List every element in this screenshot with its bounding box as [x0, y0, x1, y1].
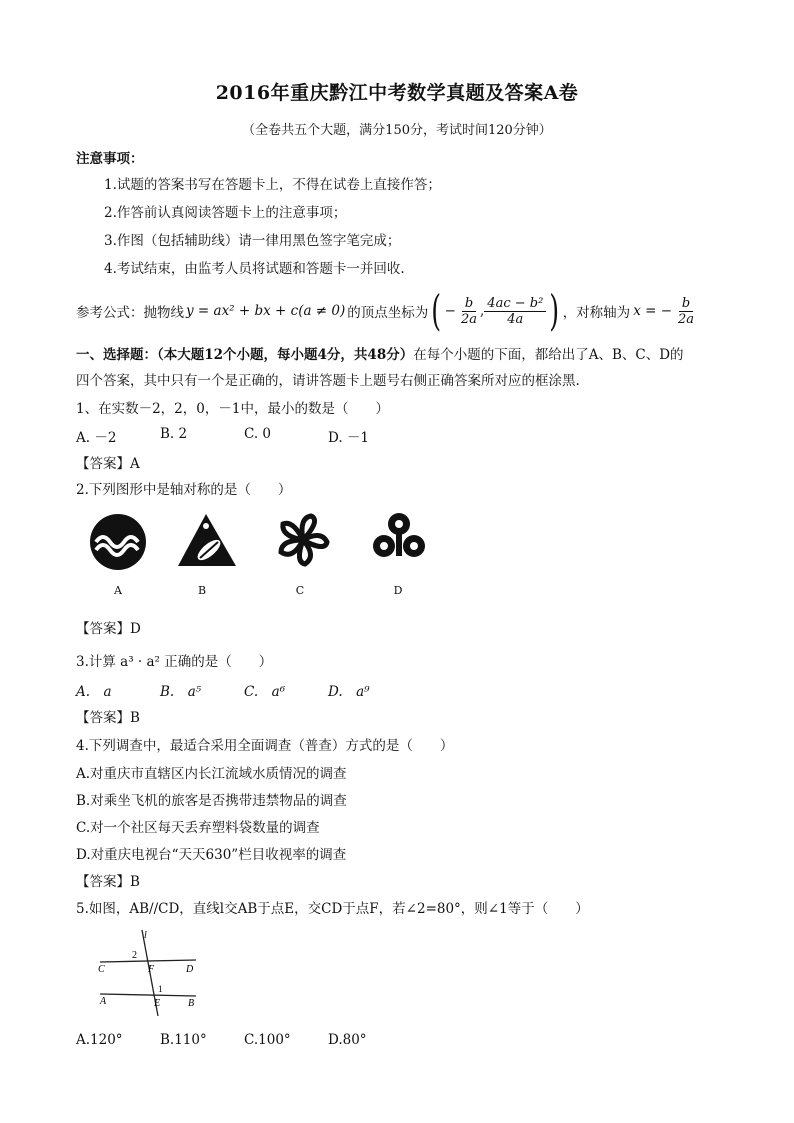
formula-middle: 的顶点坐标为: [347, 305, 429, 321]
q5-option-b: B.110°: [160, 1032, 207, 1048]
notice-item: 4.考试结束，由监考人员将试题和答题卡一并回收.: [104, 261, 405, 277]
question-2-stem: 2.下列图形中是轴对称的是（ ）: [76, 482, 292, 498]
label-d: D: [186, 964, 194, 975]
vertex-y-fraction: $\frac{\text{4ac − b²}}{4a}$: [484, 296, 546, 327]
axis-equation: x = −: [633, 303, 673, 319]
q4-option-d: D.对重庆电视台“天天630”栏目收视率的调查: [76, 847, 347, 863]
q3-option-d: D. a⁹: [328, 684, 370, 700]
q4-option-a: A.对重庆市直辖区内长江流域水质情况的调查: [76, 766, 347, 782]
figure-label-d: D: [393, 584, 403, 597]
q5-option-c: C.100°: [244, 1032, 291, 1048]
q1-option-d: D. －1: [328, 430, 370, 446]
label-angle-1: 1: [158, 984, 163, 994]
notice-item: 2.作答前认真阅读答题卡上的注意事项；: [104, 205, 347, 221]
q4-answer: 【答案】B: [76, 874, 140, 890]
figure-label-c: C: [295, 584, 305, 597]
vertex-x-fraction: $\frac{b}{2a}$: [460, 295, 477, 327]
formula-prefix: 参考公式：抛物线: [76, 305, 184, 321]
logo-figure-c: [274, 510, 332, 570]
question-3-stem: 3.计算 a³ · a² 正确的是（ ）: [76, 654, 273, 670]
q3-option-b: B. a⁵: [160, 684, 202, 700]
q1-option-c: C. 0: [244, 426, 272, 442]
q3-answer: 【答案】B: [76, 710, 140, 726]
axis-fraction: $\frac{b}{2a}$: [678, 295, 695, 327]
q3-option-a: A. a: [76, 684, 112, 700]
q3-option-c: C. a⁶: [244, 684, 286, 700]
q1-option-a: A. －2: [76, 430, 117, 446]
parallel-lines-diagram: [92, 926, 212, 1018]
logo-figure-d: [370, 510, 428, 568]
notice-heading: 注意事项：: [76, 151, 144, 167]
question-1-stem: 1、在实数－2，2，0，－1中，最小的数是（ ）: [76, 401, 389, 417]
label-l: l: [144, 930, 147, 941]
notice-item: 3.作图（包括辅助线）请一律用黑色签字笔完成；: [104, 233, 401, 249]
figure-label-b: B: [197, 584, 207, 597]
question-5-stem: 5.如图，AB//CD，直线l交AB于点E，交CD于点F，若∠2=80°，则∠1等于（ ）: [76, 901, 589, 917]
logo-figure-b: [176, 512, 238, 568]
label-b: B: [188, 998, 195, 1009]
page-title: 2016年重庆黔江中考数学真题及答案A卷: [215, 82, 579, 104]
parabola-equation: y = ax² + bx + c(a ≠ 0): [186, 303, 346, 319]
label-c: C: [98, 964, 105, 975]
question-4-stem: 4.下列调查中，最适合采用全面调查（普查）方式的是（ ）: [76, 738, 454, 754]
label-angle-2: 2: [132, 950, 137, 961]
label-e: E: [154, 998, 161, 1009]
label-f: F: [148, 964, 155, 975]
q2-answer: 【答案】D: [76, 621, 141, 637]
axis-text: ，对称轴为: [562, 305, 631, 321]
q4-option-b: B.对乘坐飞机的旅客是否携带违禁物品的调查: [76, 793, 347, 809]
logo-figure-a: [88, 512, 148, 572]
q4-option-c: C.对一个社区每天丢弃塑料袋数量的调查: [76, 820, 320, 836]
q1-option-b: B. 2: [160, 426, 188, 442]
q5-option-d: D.80°: [328, 1032, 367, 1048]
q5-option-a: A.120°: [76, 1032, 123, 1048]
q1-answer: 【答案】A: [76, 456, 140, 472]
section-instructions-line2: 四个答案，其中只有一个是正确的，请讲答题卡上题号右侧正确答案所对应的框涂黑.: [76, 373, 580, 389]
notice-item: 1.试题的答案书写在答题卡上，不得在试卷上直接作答；: [104, 177, 441, 193]
figure-label-a: A: [114, 584, 122, 597]
section-heading: 一、选择题：（本大题12个小题，每小题4分，共48分）: [76, 347, 414, 363]
reference-formula: 参考公式：抛物线 y = ax² + bx + c(a ≠ 0) 的顶点坐标为 ( − $\frac{b}{2a}$ , $\frac{\text{4ac − b²}}{4a}$ ) ，对称轴为 x = − $\frac{b}{2a}$: [76, 290, 697, 332]
section-heading-line: [76, 343, 684, 363]
label-a: A: [100, 996, 107, 1007]
section-instructions: 在每个小题的下面，都给出了A、B、C、D的: [413, 347, 684, 363]
exam-info: （全卷共五个大题，满分150分，考试时间120分钟）: [242, 123, 552, 138]
